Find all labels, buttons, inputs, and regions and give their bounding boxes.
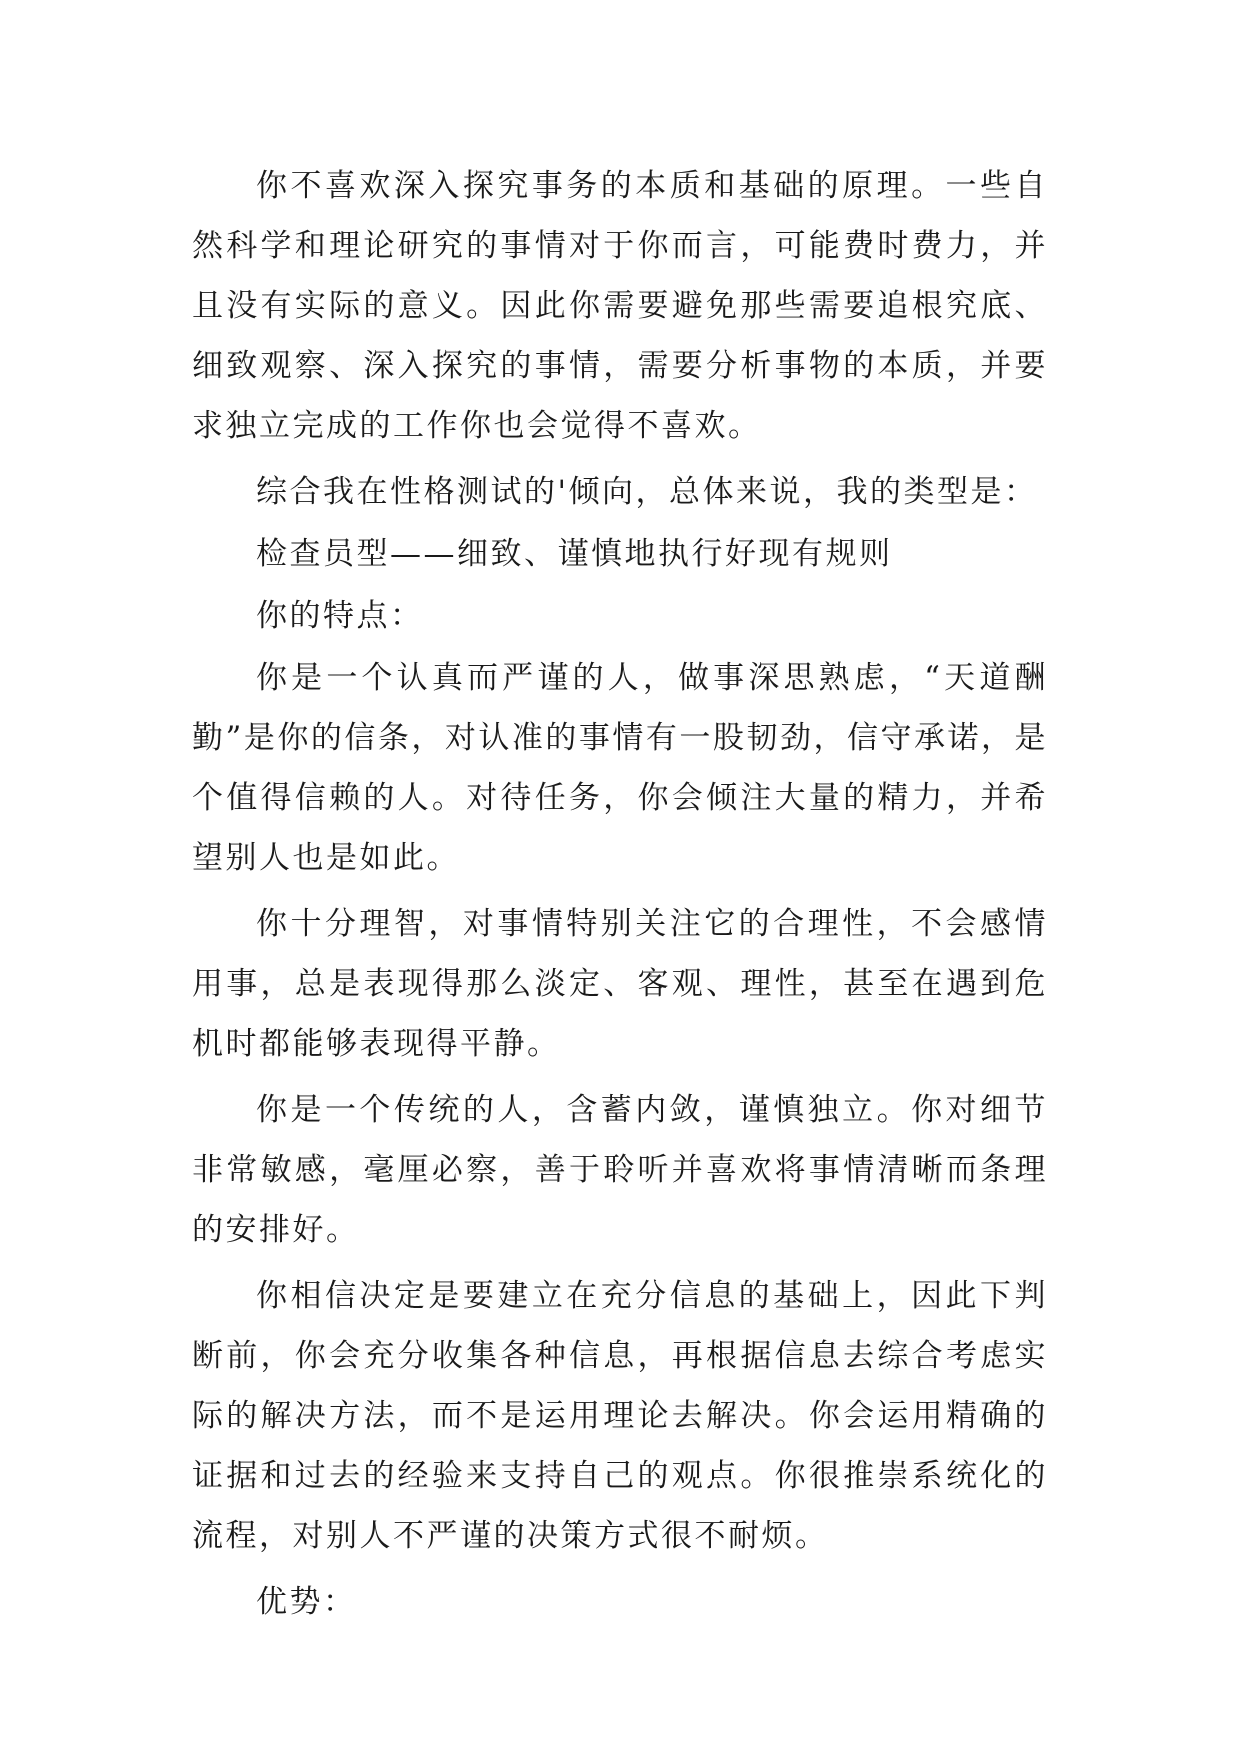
paragraph-traits-heading: 你的特点： — [256, 598, 424, 634]
paragraph-trait-2: 你十分理智，对事情特别关注它的合理性，不会感情用事，总是表现得那么淡定、客观、理性，甚至在遇到危机时都能够表现得平静。 — [192, 906, 1048, 1062]
paragraph-trait-3: 你是一个传统的人，含蓄内敛，谨慎独立。你对细节非常敏感，毫厘必察，善于聆听并喜欢将事情清晰而条理的安排好。 — [192, 1092, 1048, 1248]
document-body — [192, 156, 1048, 1634]
paragraph-intro: 你不喜欢深入探究事务的本质和基础的原理。一些自然科学和理论研究的事情对于你而言，可能费时费力，并且没有实际的意义。因此你需要避免那些需要追根究底、细致观察、深入探究的事情，需要分析事物的本质，并要求独立完成的工作你也会觉得不喜欢。 — [192, 168, 1048, 444]
paragraph-strengths-heading: 优势： — [256, 1584, 357, 1620]
paragraph-summary: 综合我在性格测试的'倾向，总体来说，我的类型是： — [256, 474, 1038, 510]
paragraph-type: 检查员型——细致、谨慎地执行好现有规则 — [256, 536, 893, 572]
paragraph-trait-1: 你是一个认真而严谨的人，做事深思熟虑，“天道酬勤”是你的信条，对认准的事情有一股韧劲，信守承诺，是个值得信赖的人。对待任务，你会倾注大量的精力，并希望别人也是如此。 — [192, 660, 1048, 876]
paragraph-trait-4: 你相信决定是要建立在充分信息的基础上，因此下判断前，你会充分收集各种信息，再根据信息去综合考虑实际的解决方法，而不是运用理论去解决。你会运用精确的证据和过去的经验来支持自己的观点。你很推崇系统化的流程，对别人不严谨的决策方式很不耐烦。 — [192, 1278, 1048, 1554]
